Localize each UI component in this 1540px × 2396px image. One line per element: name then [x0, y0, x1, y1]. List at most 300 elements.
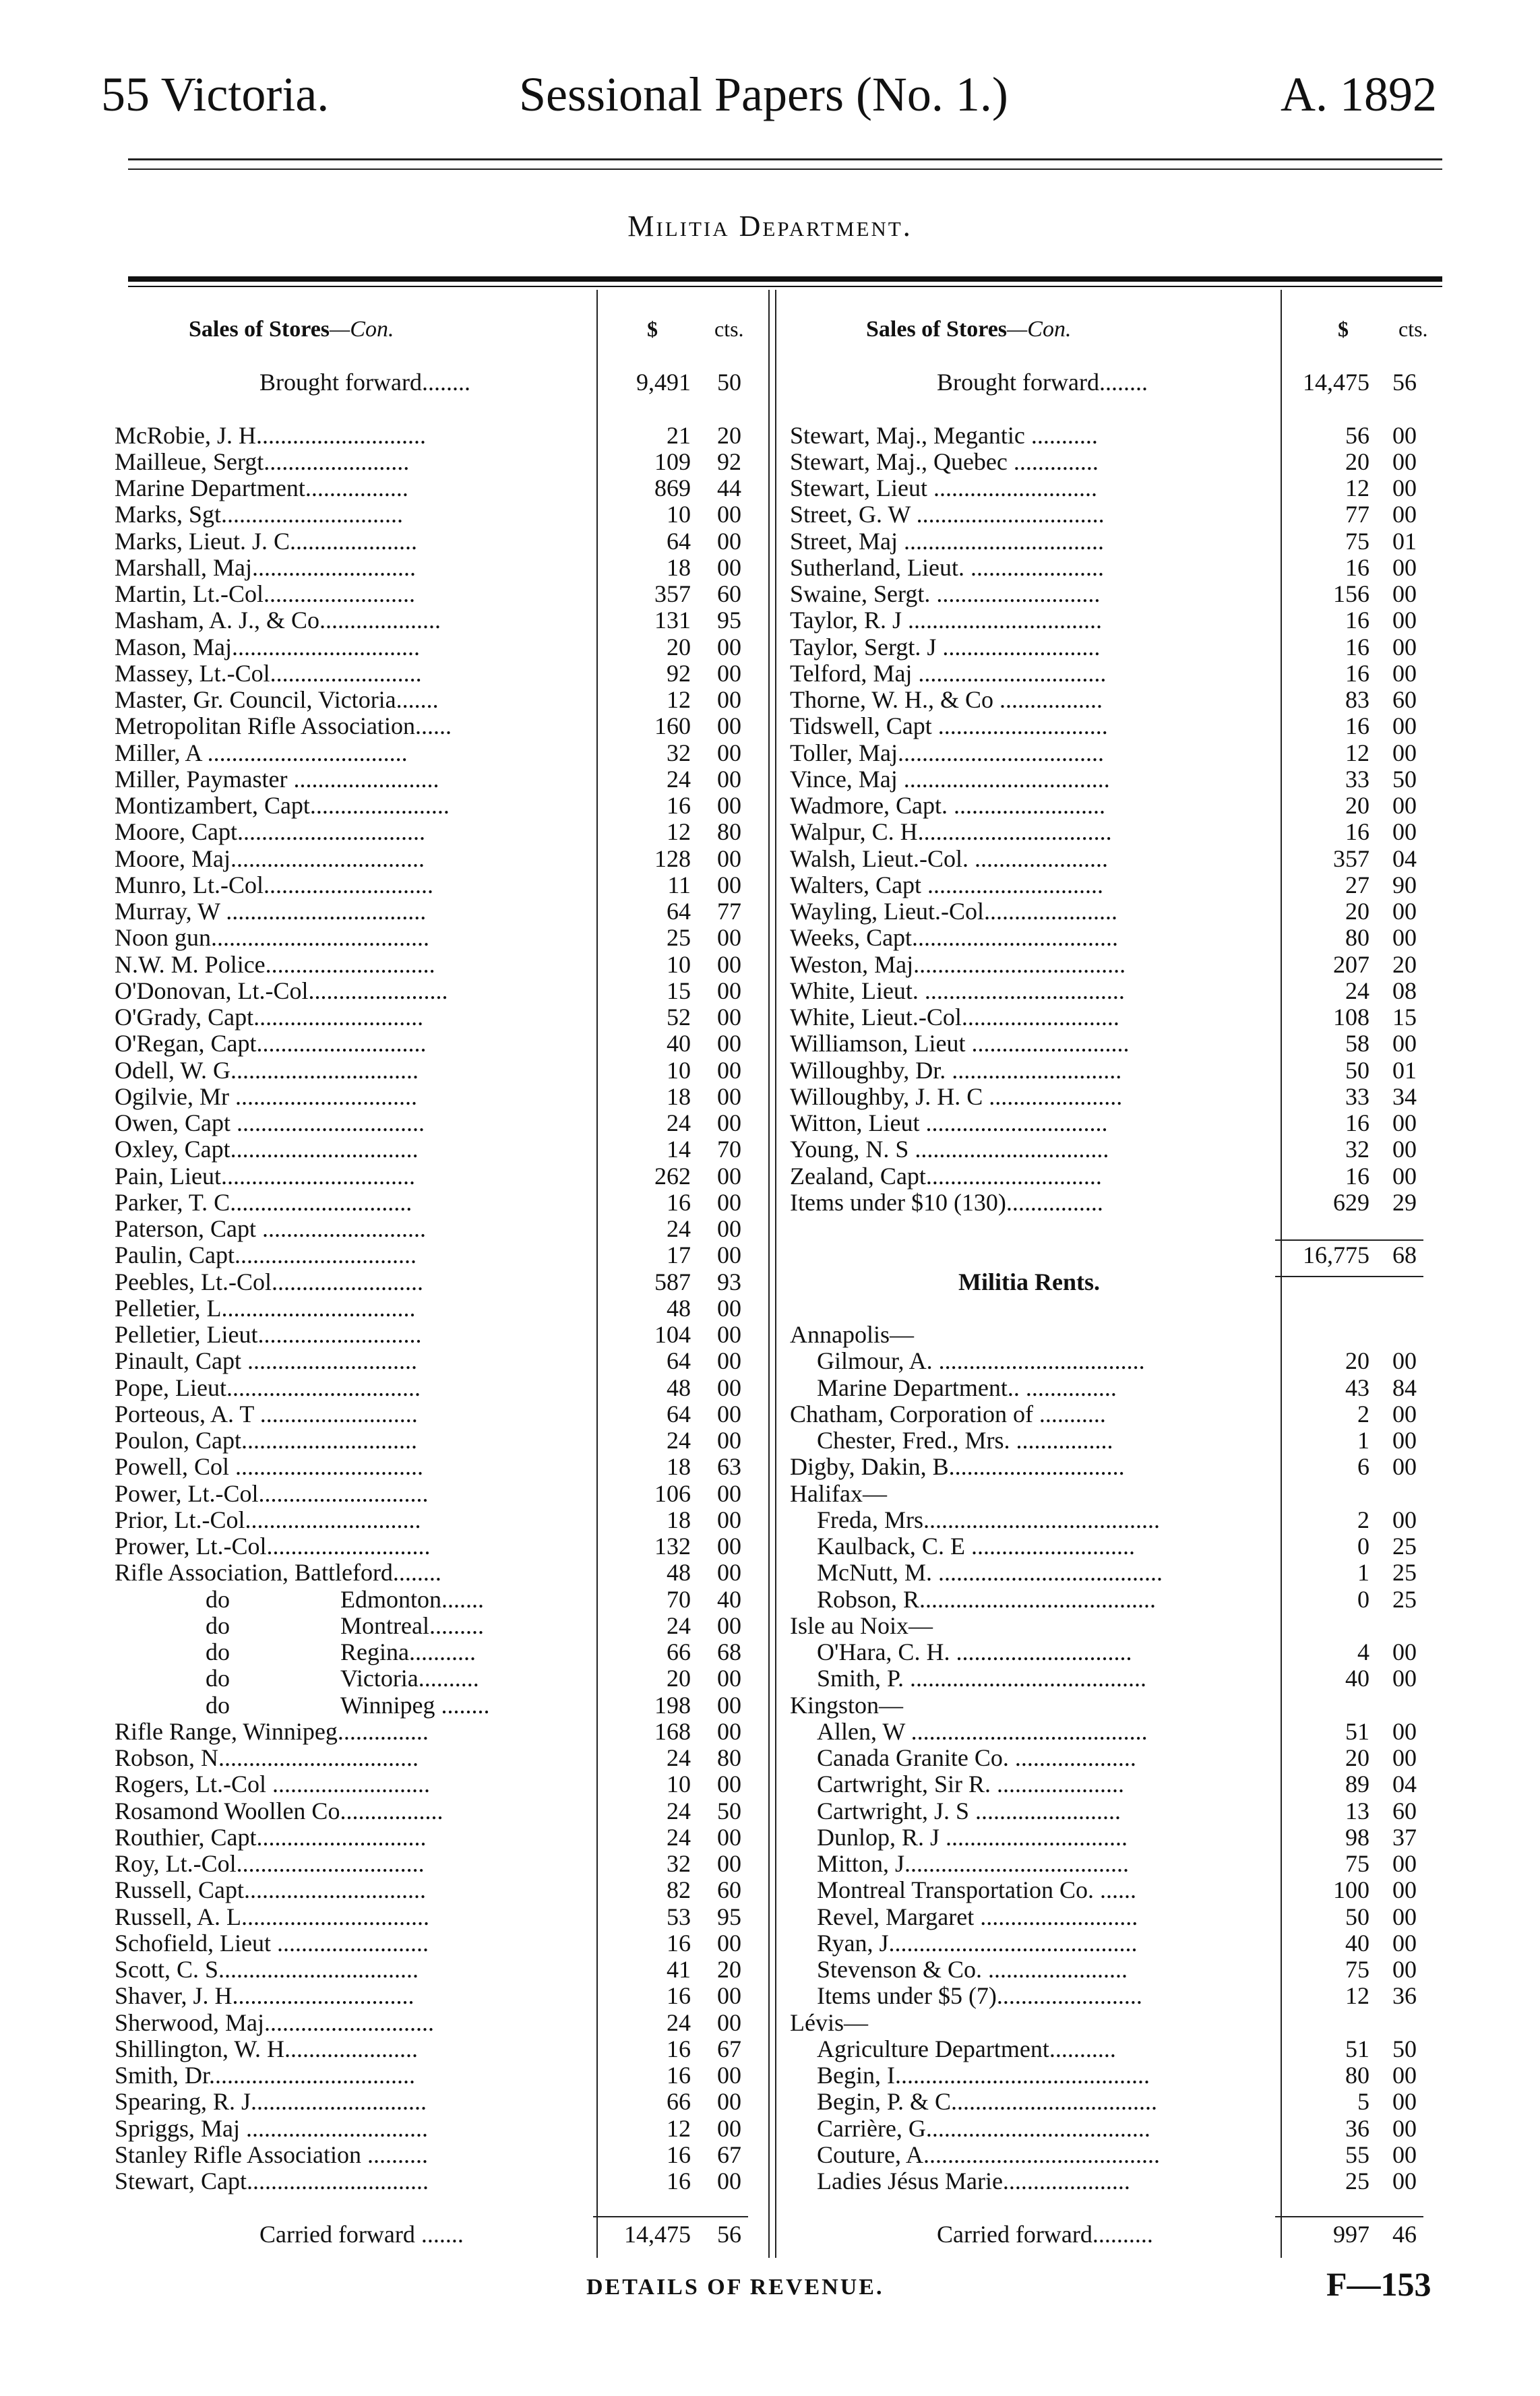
- left-heading-suffix: —Con.: [330, 317, 394, 342]
- amount-dollars: 16: [1345, 1162, 1369, 1190]
- entry-name: Murray, W .................................: [115, 898, 427, 925]
- amount-cents: 67: [717, 2141, 741, 2168]
- ledger-row: [115, 766, 768, 793]
- amount-dollars: 12: [667, 686, 691, 713]
- entry-name: Miller, Paymaster ........................: [115, 766, 439, 793]
- right-dollar-label: $: [1338, 317, 1349, 341]
- ledger-row: [790, 1401, 1442, 1427]
- ledger-row: [790, 501, 1442, 528]
- amount-dollars: 40: [667, 1030, 691, 1057]
- amount-cents: 00: [717, 1241, 741, 1269]
- ledger-row: [790, 1665, 1442, 1692]
- entry-name: Marine Department.................: [115, 475, 408, 501]
- amount-cents: 25: [1392, 1533, 1417, 1560]
- ledger-row: [115, 1375, 768, 1401]
- entry-name: Carried forward .......: [259, 2221, 464, 2248]
- amount-cents: 63: [717, 1453, 741, 1481]
- entry-name: Pelletier, Lieut...........................: [115, 1322, 422, 1348]
- amount-dollars: 12: [667, 818, 691, 846]
- entry-name: Isle au Noix—: [790, 1612, 933, 1639]
- amount-cents: 00: [1392, 1956, 1417, 1983]
- entry-name: Ogilvie, Mr ..............................: [115, 1083, 417, 1110]
- ledger-row: [790, 1983, 1442, 2009]
- amount-cents: 25: [1392, 1559, 1417, 1587]
- amount-dollars: 33: [1345, 1082, 1369, 1110]
- ledger-row: [115, 1930, 768, 1957]
- ledger-row: [115, 1665, 768, 1692]
- entry-name: Digby, Dakin, B.............................: [790, 1454, 1125, 1481]
- amount-dollars: 32: [667, 739, 691, 766]
- ledger-row: [115, 1983, 768, 2009]
- amount-dollars: 24: [667, 1797, 691, 1824]
- amount-cents: 00: [717, 1215, 741, 1242]
- left-ledger-table: [115, 369, 768, 2248]
- ledger-row: [790, 978, 1442, 1004]
- entry-name: Freda, Mrs.......................................: [817, 1506, 1160, 1533]
- ledger-row: [790, 1295, 1442, 1322]
- amount-cents: 00: [717, 501, 741, 528]
- ledger-row: [115, 740, 768, 766]
- amount-dollars: 51: [1345, 2035, 1369, 2062]
- entry-name: Martin, Lt.-Col.........................: [115, 581, 415, 607]
- amount-dollars: 12: [1345, 474, 1369, 501]
- entry-name: Robson, R.......................................: [817, 1586, 1157, 1613]
- amount-cents: 00: [717, 1056, 741, 1084]
- right-column-heading: [866, 317, 1071, 342]
- ledger-row: [790, 952, 1442, 978]
- amount-cents: 00: [717, 1374, 741, 1401]
- entry-name: O'Hara, C. H. .............................: [817, 1639, 1132, 1665]
- entry-name: Montreal Transportation Co. ......: [817, 1877, 1136, 1904]
- amount-cents: 00: [717, 792, 741, 819]
- amount-dollars: 24: [667, 1823, 691, 1851]
- amount-cents: 00: [717, 2114, 741, 2142]
- entry-name: Chatham, Corporation of ...........: [790, 1401, 1106, 1427]
- entry-name: Street, Maj .................................: [790, 528, 1104, 555]
- ledger-row: [115, 1110, 768, 1136]
- amount-cents: 36: [1392, 1982, 1417, 2010]
- ledger-row: [790, 1190, 1442, 1216]
- entry-name: Young, N. S ................................: [790, 1136, 1109, 1163]
- amount-dollars: 53: [667, 1903, 691, 1930]
- ledger-row: [115, 1190, 768, 1216]
- ledger-row: [790, 1031, 1442, 1057]
- amount-cents: 80: [717, 1744, 741, 1771]
- amount-dollars: 27: [1345, 871, 1369, 898]
- amount-cents: 00: [1392, 1030, 1417, 1057]
- entry-name: Carried forward..........: [937, 2221, 1153, 2248]
- amount-dollars: 12: [1345, 739, 1369, 766]
- ledger-row: [115, 661, 768, 687]
- ledger-row: [790, 2142, 1442, 2168]
- ledger-row: [790, 607, 1442, 634]
- amount-dollars: 1: [1357, 1427, 1369, 1454]
- left-dollar-label: $: [647, 317, 658, 341]
- entry-name: Militia Rents.: [958, 1268, 1100, 1295]
- amount-cents: 56: [1392, 369, 1417, 396]
- ledger-row: [115, 1507, 768, 1533]
- amount-cents: 00: [717, 2088, 741, 2116]
- ledger-row: [115, 1719, 768, 1745]
- entry-name: Street, G. W ...............................: [790, 501, 1105, 528]
- ledger-row: [790, 2194, 1442, 2221]
- forward-row: [115, 369, 768, 396]
- entry-name: Stewart, Capt..............................: [115, 2168, 429, 2194]
- amount-cents: 60: [1392, 686, 1417, 713]
- amount-cents: 00: [717, 1400, 741, 1427]
- ledger-row: [115, 1163, 768, 1190]
- ledger-row: [790, 396, 1442, 422]
- section-heading: [790, 1269, 1442, 1295]
- amount-dollars: 64: [667, 1400, 691, 1427]
- department-title: Militia Department.: [627, 210, 913, 243]
- amount-cents: 00: [717, 1982, 741, 2010]
- entry-name: Miller, A .................................: [115, 739, 408, 766]
- amount-dollars: 24: [667, 1744, 691, 1771]
- entry-name: Toller, Maj..................................: [790, 739, 1104, 766]
- ledger-row: [115, 1824, 768, 1851]
- amount-cents: 00: [1392, 1136, 1417, 1163]
- entry-name: Zealand, Capt.............................: [790, 1163, 1102, 1190]
- ledger-row: [790, 793, 1442, 819]
- ledger-row: [790, 740, 1442, 766]
- entry-name: Kaulback, C. E ...........................: [817, 1533, 1135, 1560]
- ledger-row: [115, 1295, 768, 1322]
- amount-dollars: 16,775: [1303, 1241, 1369, 1269]
- amount-dollars: 75: [1345, 1850, 1369, 1877]
- ledger-row: [790, 1348, 1442, 1374]
- entry-name: Cartwright, J. S ........................: [817, 1798, 1121, 1824]
- entry-name: Oxley, Capt...............................: [115, 1136, 419, 1163]
- amount-dollars: 80: [1345, 924, 1369, 952]
- entry-name: Stewart, Maj., Quebec ..............: [790, 448, 1099, 475]
- center-divider-b: [775, 290, 776, 2258]
- entry-name: Tidswell, Capt ............................: [790, 713, 1108, 740]
- amount-dollars: 43: [1345, 1374, 1369, 1401]
- amount-dollars: 55: [1345, 2141, 1369, 2168]
- entry-name: Marks, Lieut. J. C.....................: [115, 528, 417, 555]
- amount-cents: 77: [717, 898, 741, 925]
- amount-dollars: 10: [667, 1056, 691, 1084]
- entry-name: Begin, P. & C..................................: [817, 2089, 1158, 2116]
- amount-dollars: 108: [1333, 1004, 1369, 1031]
- amount-cents: 00: [717, 924, 741, 952]
- right-cents-label: cts.: [1398, 317, 1428, 341]
- amount-dollars: 869: [654, 474, 691, 501]
- ledger-row: [115, 2062, 768, 2089]
- entry-name: Shaver, J. H..............................: [115, 1983, 414, 2010]
- amount-cents: 37: [1392, 1823, 1417, 1851]
- ledger-row: [790, 1057, 1442, 1084]
- entry-name: Scott, C. S.................................: [115, 1957, 419, 1983]
- amount-cents: 01: [1392, 527, 1417, 555]
- amount-cents: 00: [1392, 792, 1417, 819]
- entry-name: Brought forward........: [937, 369, 1148, 396]
- entry-name: Annapolis—: [790, 1322, 914, 1348]
- amount-dollars: 32: [1345, 1136, 1369, 1163]
- amount-dollars: 24: [667, 1215, 691, 1242]
- entry-name: Porteous, A. T ..........................: [115, 1401, 418, 1427]
- total-row: [790, 1242, 1442, 1268]
- entry-name: Marshall, Maj...........................: [115, 554, 416, 581]
- amount-dollars: 33: [1345, 765, 1369, 793]
- amount-dollars: 16: [667, 1982, 691, 2010]
- amount-cents: 00: [1392, 448, 1417, 475]
- entry-name: Spearing, R. J.............................: [115, 2089, 427, 2116]
- ledger-row: [115, 1560, 768, 1586]
- amount-cents: 20: [717, 421, 741, 449]
- ledger-row: [790, 1533, 1442, 1560]
- entry-name: Montizambert, Capt.......................: [115, 793, 450, 819]
- amount-cents: 00: [717, 739, 741, 766]
- amount-cents: 25: [1392, 1585, 1417, 1613]
- header-volume: 55 Victoria.: [101, 67, 330, 121]
- ledger-row: [115, 555, 768, 581]
- amount-cents: 40: [717, 1585, 741, 1613]
- entry-name: Stanley Rifle Association ..........: [115, 2141, 428, 2168]
- amount-cents: 50: [717, 1797, 741, 1824]
- amount-cents: 00: [717, 1771, 741, 1798]
- ledger-row: [790, 581, 1442, 607]
- amount-dollars: 16: [667, 2168, 691, 2194]
- entry-name: do: [206, 1692, 230, 1719]
- amount-dollars: 10: [667, 501, 691, 528]
- ledger-row: [790, 819, 1442, 845]
- ledger-row: [115, 475, 768, 501]
- entry-name: Chester, Fred., Mrs. ................: [817, 1427, 1113, 1454]
- amount-dollars: 357: [654, 580, 691, 607]
- amount-cents: 00: [1392, 1876, 1417, 1904]
- entry-name: Smith, P. .......................................: [817, 1665, 1147, 1692]
- amount-dollars: 16: [1345, 607, 1369, 634]
- amount-cents: 84: [1392, 1374, 1417, 1401]
- amount-dollars: 198: [654, 1691, 691, 1719]
- entry-name: Sutherland, Lieut. ......................: [790, 554, 1104, 581]
- amount-cents: 00: [717, 765, 741, 793]
- entry-name: Sherwood, Maj............................: [115, 2009, 434, 2036]
- entry-name: White, Lieut.-Col..........................: [790, 1004, 1119, 1031]
- amount-cents: 00: [1392, 1665, 1417, 1692]
- amount-cents: 00: [1392, 924, 1417, 952]
- ledger-row: [115, 1613, 768, 1639]
- ledger-row: [115, 1745, 768, 1771]
- entry-name: Shillington, W. H......................: [115, 2035, 419, 2062]
- entry-name: Carrière, G.....................................: [817, 2115, 1150, 2142]
- amount-cents: 00: [717, 1850, 741, 1877]
- amount-dollars: 9,491: [636, 369, 691, 396]
- amount-cents: 00: [1392, 2168, 1417, 2194]
- entry-name: Taylor, Sergt. J ..........................: [790, 634, 1101, 661]
- ledger-row: [790, 1454, 1442, 1480]
- amount-cents: 00: [1392, 553, 1417, 581]
- amount-cents: 04: [1392, 844, 1417, 872]
- entry-name: Pinault, Capt ............................: [115, 1348, 417, 1375]
- amount-cents: 00: [717, 1479, 741, 1507]
- entry-name: Powell, Col ...............................: [115, 1454, 424, 1481]
- ledger-row: [790, 925, 1442, 951]
- ledger-row: [790, 2089, 1442, 2115]
- carried-rule: [593, 2216, 748, 2217]
- amount-dollars: 20: [1345, 448, 1369, 475]
- amount-dollars: 48: [667, 1294, 691, 1322]
- amount-dollars: 20: [1345, 1347, 1369, 1375]
- ledger-row: [115, 713, 768, 739]
- entry-name: Pain, Lieut................................: [115, 1163, 415, 1190]
- amount-dollars: 357: [1333, 844, 1369, 872]
- header-title: Sessional Papers (No. 1.): [519, 67, 1008, 121]
- entry-name: Paulin, Capt..............................: [115, 1242, 417, 1269]
- amount-dollars: 20: [667, 633, 691, 661]
- entry-name: Pope, Lieut................................: [115, 1374, 421, 1401]
- amount-cents: 50: [1392, 2035, 1417, 2062]
- entry-name: do: [206, 1586, 230, 1613]
- ledger-row: [115, 1348, 768, 1374]
- amount-dollars: 89: [1345, 1771, 1369, 1798]
- amount-cents: 50: [1392, 765, 1417, 793]
- forward-row: [790, 2221, 1442, 2248]
- amount-dollars: 24: [667, 1109, 691, 1136]
- amount-dollars: 36: [1345, 2114, 1369, 2142]
- entry-name: McRobie, J. H............................: [115, 422, 426, 449]
- ledger-row: [115, 925, 768, 951]
- amount-dollars: 629: [1333, 1188, 1369, 1216]
- entry-name: Prower, Lt.-Col...........................: [115, 1533, 431, 1560]
- ledger-row: [790, 872, 1442, 898]
- entry-sub-name: Edmonton.......: [340, 1586, 484, 1613]
- amount-cents: 00: [717, 2168, 741, 2194]
- amount-cents: 56: [717, 2220, 741, 2248]
- forward-row: [790, 369, 1442, 396]
- right-heading-text: Sales of Stores: [866, 317, 1008, 342]
- ledger-row: [790, 1110, 1442, 1136]
- ledger-row: [115, 1216, 768, 1242]
- amount-dollars: 131: [654, 607, 691, 634]
- amount-cents: 00: [717, 2008, 741, 2036]
- amount-dollars: 92: [667, 659, 691, 687]
- ledger-row: [115, 793, 768, 819]
- amount-cents: 00: [1392, 2088, 1417, 2116]
- amount-dollars: 18: [667, 1082, 691, 1110]
- ledger-row: [790, 1507, 1442, 1533]
- amount-dollars: 77: [1345, 501, 1369, 528]
- entry-sub-name: Montreal.........: [340, 1612, 484, 1639]
- ledger-row: [115, 872, 768, 898]
- amount-dollars: 25: [667, 924, 691, 952]
- ledger-row: [790, 423, 1442, 449]
- entry-name: Items under $10 (130)................: [790, 1189, 1103, 1216]
- entry-name: Williamson, Lieut ..........................: [790, 1031, 1130, 1057]
- amount-cents: 00: [1392, 1506, 1417, 1533]
- ledger-row: [115, 1533, 768, 1560]
- amount-cents: 00: [1392, 898, 1417, 925]
- ledger-row: [115, 1136, 768, 1163]
- ledger-row: [790, 1136, 1442, 1163]
- amount-cents: 00: [1392, 739, 1417, 766]
- ledger-row: [115, 1904, 768, 1930]
- amount-cents: 00: [1392, 659, 1417, 687]
- amount-dollars: 16: [1345, 553, 1369, 581]
- entry-name: Mason, Maj...............................: [115, 634, 420, 661]
- amount-cents: 00: [717, 712, 741, 740]
- entry-name: Wadmore, Capt. .........................: [790, 793, 1106, 819]
- amount-dollars: 16: [1345, 712, 1369, 740]
- amount-dollars: 12: [1345, 1982, 1369, 2010]
- ledger-row: [790, 1639, 1442, 1665]
- ledger-row: [790, 1824, 1442, 1851]
- ledger-row: [790, 2116, 1442, 2142]
- amount-dollars: 58: [1345, 1030, 1369, 1057]
- amount-dollars: 0: [1357, 1585, 1369, 1613]
- ledger-row: [115, 1587, 768, 1613]
- left-cents-label: cts.: [714, 317, 744, 341]
- ledger-row: [790, 1216, 1442, 1242]
- entry-sub-name: Winnipeg ........: [340, 1692, 490, 1719]
- amount-cents: 00: [717, 1082, 741, 1110]
- amount-cents: 60: [717, 580, 741, 607]
- ledger-row: [115, 1692, 768, 1719]
- amount-dollars: 128: [654, 844, 691, 872]
- entry-name: Willoughby, Dr. ............................: [790, 1057, 1122, 1084]
- entry-name: Walpur, C. H................................: [790, 819, 1112, 846]
- entry-name: Smith, Dr..................................: [115, 2062, 416, 2089]
- amount-cents: 08: [1392, 977, 1417, 1004]
- amount-dollars: 16: [667, 792, 691, 819]
- amount-dollars: 14,475: [624, 2220, 691, 2248]
- ledger-row: [790, 1322, 1442, 1348]
- ledger-row: [790, 766, 1442, 793]
- amount-dollars: 16: [1345, 1109, 1369, 1136]
- amount-cents: 29: [1392, 1188, 1417, 1216]
- amount-cents: 00: [1392, 1850, 1417, 1877]
- amount-cents: 00: [1392, 2141, 1417, 2168]
- left-column-heading: [189, 317, 394, 342]
- amount-dollars: 100: [1333, 1876, 1369, 1904]
- ledger-row: [115, 396, 768, 422]
- ledger-row: [115, 1957, 768, 1983]
- amount-cents: 00: [717, 1109, 741, 1136]
- ledger-row: [790, 2036, 1442, 2062]
- amount-cents: 04: [1392, 1771, 1417, 1798]
- ledger-row: [115, 634, 768, 661]
- ledger-row: [790, 1904, 1442, 1930]
- amount-cents: 00: [1392, 1717, 1417, 1745]
- amount-dollars: 32: [667, 1850, 691, 1877]
- ledger-row: [115, 581, 768, 607]
- amount-dollars: 40: [1345, 1929, 1369, 1957]
- amount-cents: 93: [717, 1268, 741, 1295]
- amount-cents: 00: [717, 950, 741, 978]
- amount-dollars: 18: [667, 553, 691, 581]
- amount-cents: 00: [1392, 818, 1417, 846]
- amount-cents: 00: [717, 871, 741, 898]
- amount-cents: 00: [717, 1004, 741, 1031]
- ledger-row: [790, 528, 1442, 555]
- amount-cents: 00: [717, 686, 741, 713]
- ledger-row: [115, 501, 768, 528]
- amount-dollars: 24: [667, 765, 691, 793]
- entry-name: Owen, Capt ...............................: [115, 1110, 425, 1136]
- amount-dollars: 997: [1333, 2220, 1369, 2248]
- amount-cents: 00: [717, 2062, 741, 2089]
- amount-dollars: 20: [1345, 1744, 1369, 1771]
- amount-dollars: 41: [667, 1956, 691, 1983]
- ledger-row: [790, 1481, 1442, 1507]
- entry-name: Stevenson & Co. .......................: [817, 1957, 1128, 1983]
- amount-dollars: 25: [1345, 2168, 1369, 2194]
- amount-cents: 00: [1392, 2062, 1417, 2089]
- ledger-row: [115, 1057, 768, 1084]
- ledger-row: [115, 607, 768, 634]
